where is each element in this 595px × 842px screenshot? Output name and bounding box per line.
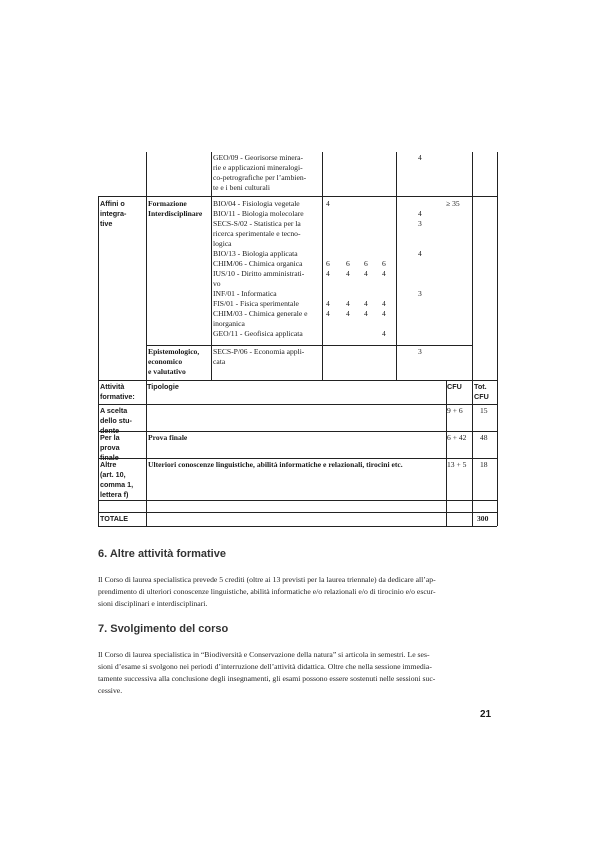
area-label: Epistemologico,: [148, 347, 200, 356]
row-label: dente: [100, 426, 120, 435]
curriculum-value: 4: [326, 269, 330, 278]
table-rule: [497, 152, 498, 526]
table-rule: [98, 196, 99, 526]
header-label: formative:: [100, 392, 135, 401]
paragraph-line: cessive.: [98, 686, 123, 695]
header-label: CFU: [474, 392, 489, 401]
ssd-line: cata: [213, 357, 226, 366]
paragraph-line: Il Corso di laurea specialistica prevede 5 crediti (oltre ai 13 previsti per la laurea triennale) da dedicare all’ap-: [98, 575, 436, 584]
curriculum-value: 4: [364, 299, 368, 308]
curriculum-value: 6: [326, 259, 330, 268]
table-rule: [146, 345, 472, 346]
curriculum-value: 4: [382, 269, 386, 278]
cfu-value: 6 + 42: [447, 433, 467, 442]
cfu-value: 9 + 6: [447, 406, 463, 415]
total-cfu: 18: [480, 460, 488, 469]
section-7-title: 7. Svolgimento del corso: [98, 623, 229, 635]
cfu-value: 3: [418, 219, 422, 228]
row-label: prova: [100, 443, 120, 452]
table-rule: [98, 526, 497, 527]
ssd-line: SECS-P/06 - Economia appli-: [213, 347, 305, 356]
header-label: Tipologie: [147, 382, 179, 391]
row-label: Per la: [100, 433, 120, 442]
header-label: Attività: [100, 382, 125, 391]
row-label: finale: [100, 453, 119, 462]
ssd-line: rie e applicazioni mineralogi-: [213, 163, 303, 172]
table-rule: [98, 500, 497, 501]
ssd-line: GEO/09 - Georisorse minera-: [213, 153, 304, 162]
header-label: Tot.: [474, 382, 487, 391]
table-rule: [98, 404, 497, 405]
total-cfu: 48: [480, 433, 488, 442]
table-rule: [472, 380, 473, 526]
paragraph-line: tamente successiva alla conclusione degli insegnamenti, gli esami possono essere sostenuti nelle sessioni suc-: [98, 674, 436, 683]
ssd-line: inorganica: [213, 319, 245, 328]
row-label: Altre: [100, 460, 117, 469]
curriculum-value: 6: [382, 259, 386, 268]
total-cfu: ≥ 35: [446, 199, 460, 208]
total-cfu: 15: [480, 406, 488, 415]
row-label: dello stu-: [100, 416, 132, 425]
ssd-line: logica: [213, 239, 232, 248]
curriculum-value: 6: [346, 259, 350, 268]
table-rule: [98, 458, 497, 459]
totale-value: 300: [477, 514, 489, 523]
curriculum-value: 6: [364, 259, 368, 268]
cfu-value: 4: [418, 209, 422, 218]
cfu-value: 4: [418, 249, 422, 258]
cfu-value: 4: [418, 153, 422, 162]
table-rule: [472, 152, 473, 380]
curriculum-value: 4: [364, 269, 368, 278]
curriculum-value: 4: [364, 309, 368, 318]
ssd-line: BIO/11 - Biologia molecolare: [213, 209, 304, 218]
row-label: tive: [100, 219, 113, 228]
area-label: Formazione: [148, 199, 187, 208]
table-rule: [98, 512, 497, 513]
paragraph-line: sioni d’esame si svolgono nei periodi d’interruzione dell’attività didattica. Oltre che nella sessione immedia-: [98, 662, 432, 671]
area-label: economico: [148, 357, 183, 366]
table-rule: [446, 380, 447, 526]
ssd-line: BIO/13 - Biologia applicata: [213, 249, 298, 258]
section-6-title: 6. Altre attività formative: [98, 548, 226, 560]
cfu-value: 4: [382, 329, 386, 338]
ssd-line: INF/01 - Informatica: [213, 289, 277, 298]
paragraph-line: prendimento di ulteriori conoscenze linguistiche, abilità informatiche e/o relazionali e/o di tirocinio e/o escur-: [98, 587, 436, 596]
curriculum-value: 4: [346, 299, 350, 308]
curriculum-value: 4: [326, 309, 330, 318]
row-label: integra-: [100, 209, 127, 218]
ssd-line: IUS/10 - Diritto amministrati-: [213, 269, 305, 278]
row-description: Ulteriori conoscenze linguistiche, abilità informatiche e relazionali, tirocini etc.: [148, 460, 403, 469]
ssd-line: co-petrografiche per l’ambien-: [213, 173, 307, 182]
cfu-value: 13 + 5: [447, 460, 467, 469]
totale-label: TOTALE: [100, 514, 129, 523]
header-label: CFU: [447, 382, 462, 391]
row-label: lettera f): [100, 490, 129, 499]
area-label: Interdisciplinare: [148, 209, 203, 218]
ssd-line: CHIM/06 - Chimica organica: [213, 259, 303, 268]
curriculum-value: 4: [346, 309, 350, 318]
ssd-line: GEO/11 - Geofisica applicata: [213, 329, 303, 338]
ssd-line: CHIM/03 - Chimica generale e: [213, 309, 308, 318]
curriculum-value: 4: [382, 299, 386, 308]
paragraph-line: sioni disciplinari e interdisciplinari.: [98, 599, 208, 608]
curriculum-value: 4: [346, 269, 350, 278]
page-number: 21: [480, 709, 492, 720]
ssd-line: ricerca sperimentale e tecno-: [213, 229, 301, 238]
ssd-line: SECS-S/02 - Statistica per la: [213, 219, 301, 228]
ssd-line: FIS/01 - Fisica sperimentale: [213, 299, 299, 308]
curriculum-value: 4: [326, 299, 330, 308]
cfu-value: 3: [418, 347, 422, 356]
cfu-value: 4: [326, 199, 330, 208]
row-label: comma 1,: [100, 480, 134, 489]
row-label: Affini o: [100, 199, 125, 208]
curriculum-value: 4: [382, 309, 386, 318]
table-rule: [98, 431, 497, 432]
table-rule: [98, 380, 497, 381]
ssd-line: BIO/04 - Fisiologia vegetale: [213, 199, 300, 208]
curriculum-table: [98, 152, 497, 526]
area-label: e valutativo: [148, 367, 186, 376]
ssd-line: te e i beni culturali: [213, 183, 270, 192]
table-rule: [98, 196, 497, 197]
ssd-line: vo: [213, 279, 221, 288]
row-description: Prova finale: [148, 433, 188, 442]
paragraph-line: Il Corso di laurea specialistica in “Biodiversità e Conservazione della natura” si articola in semestri. Le ses-: [98, 650, 430, 659]
row-label: (art. 10,: [100, 470, 126, 479]
row-label: A scelta: [100, 406, 128, 415]
cfu-value: 3: [418, 289, 422, 298]
table-rule: [146, 380, 147, 526]
